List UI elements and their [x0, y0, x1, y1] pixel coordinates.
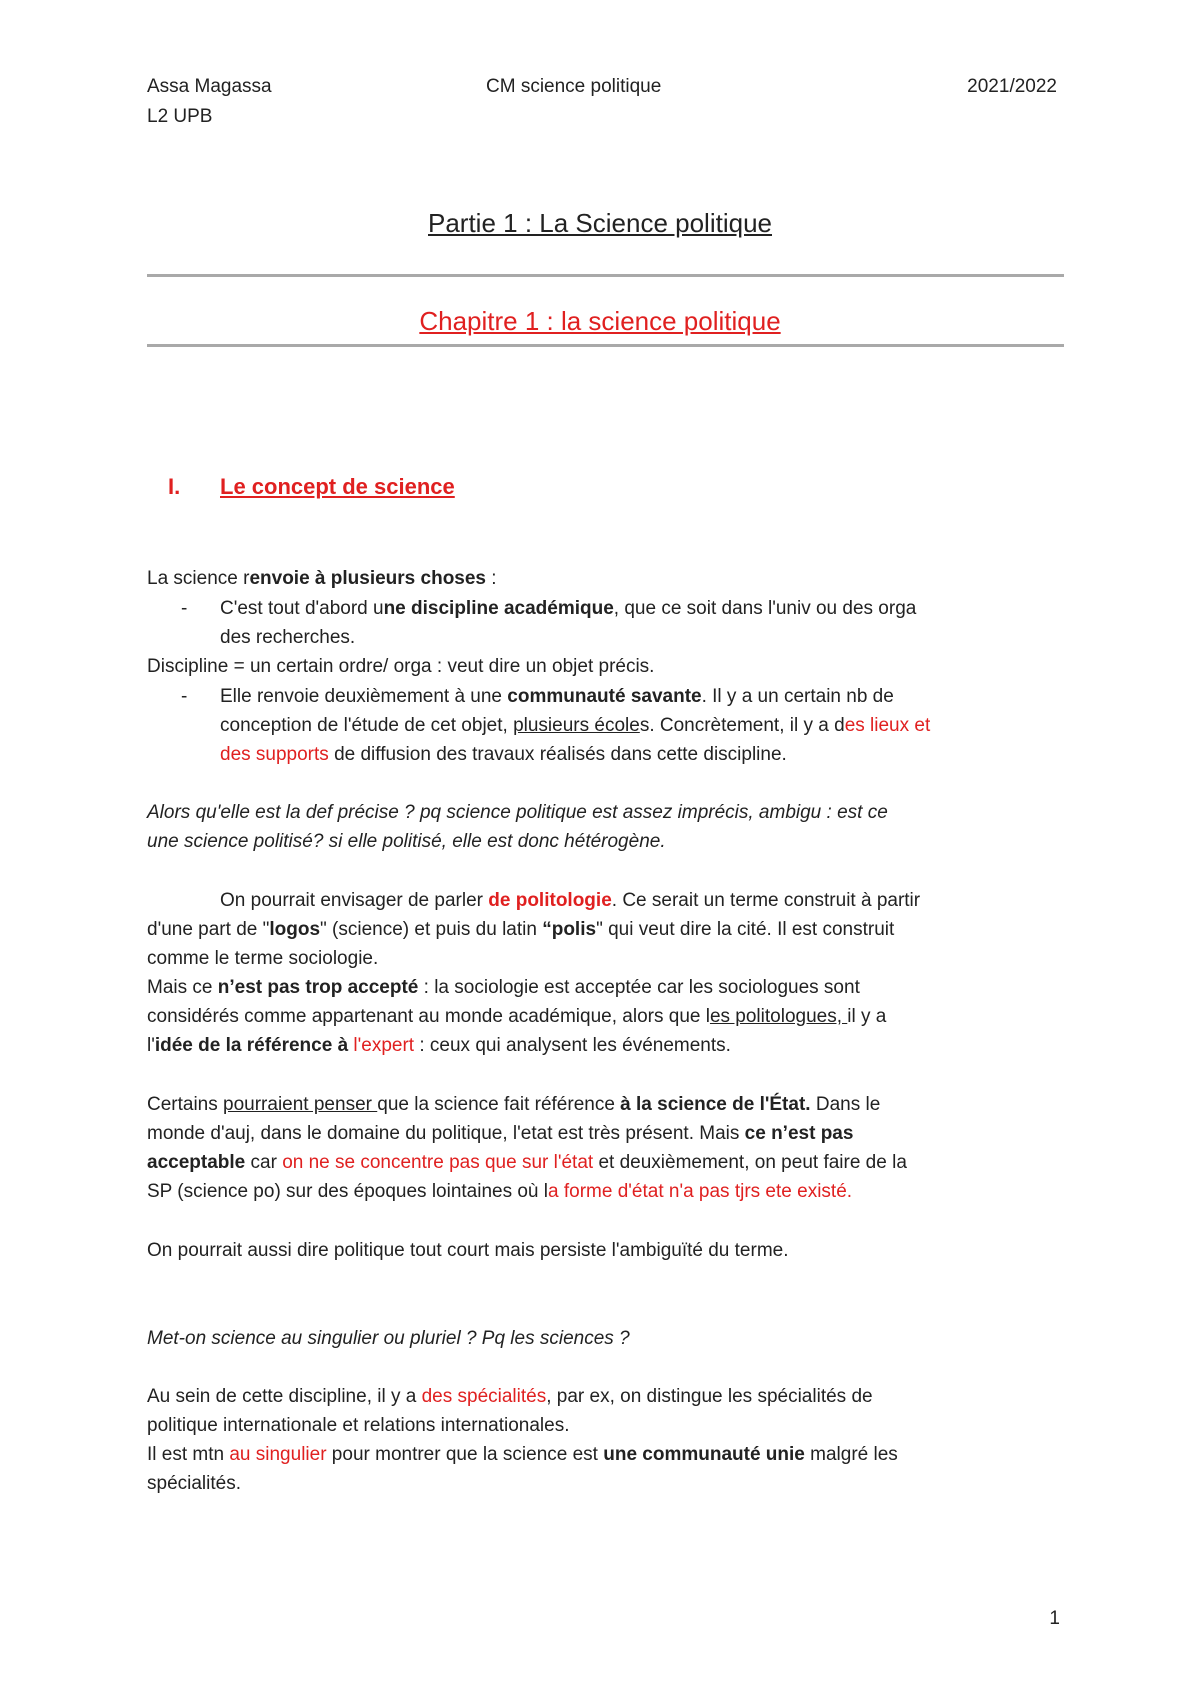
header-level: L2 UPB: [147, 106, 213, 127]
paragraph-line: On pourrait envisager de parler de politologie. Ce serait un terme construit à partir: [220, 890, 921, 911]
paragraph-line: des recherches.: [220, 627, 356, 648]
paragraph-line: d'une part de "logos" (science) et puis du latin “polis" qui veut dire la cité. Il est construit: [147, 919, 895, 940]
paragraph-line: considérés comme appartenant au monde académique, alors que les politologues, il y a: [147, 1006, 887, 1027]
header-course: CM science politique: [486, 76, 662, 97]
section-number: I.: [168, 474, 181, 499]
divider-top: [147, 274, 1064, 277]
paragraph-line: acceptable car on ne se concentre pas que sur l'état et deuxièmement, on peut faire de la: [147, 1152, 907, 1173]
paragraph-line: Au sein de cette discipline, il y a des spécialités, par ex, on distingue les spécialités de: [147, 1386, 873, 1407]
paragraph-line: conception de l'étude de cet objet, plusieurs écoles. Concrètement, il y a des lieux et: [220, 715, 931, 736]
paragraph-line: comme le terme sociologie.: [147, 948, 379, 969]
paragraph-line: Mais ce n’est pas trop accepté : la sociologie est acceptée car les sociologues sont: [147, 977, 860, 998]
paragraph-line: On pourrait aussi dire politique tout court mais persiste l'ambiguïté du terme.: [147, 1240, 789, 1261]
paragraph-line: Discipline = un certain ordre/ orga : veut dire un objet précis.: [147, 656, 655, 677]
bullet-dash: -: [181, 686, 188, 707]
part-title: Partie 1 : La Science politique: [428, 208, 772, 238]
paragraph-line: une science politisé? si elle politisé, elle est donc hétérogène.: [147, 831, 666, 852]
header-year: 2021/2022: [967, 76, 1057, 97]
paragraph-line: des supports de diffusion des travaux réalisés dans cette discipline.: [220, 744, 787, 765]
chapter-title: Chapitre 1 : la science politique: [419, 306, 781, 336]
header-author: Assa Magassa: [147, 76, 272, 97]
paragraph-line: Met-on science au singulier ou pluriel ? Pq les sciences ?: [147, 1328, 630, 1349]
paragraph-line: spécialités.: [147, 1473, 241, 1494]
paragraph-line: Elle renvoie deuxièmement à une communauté savante. Il y a un certain nb de: [220, 686, 894, 707]
paragraph-line: La science renvoie à plusieurs choses :: [147, 568, 497, 589]
paragraph-line: monde d'auj, dans le domaine du politique, l'etat est très présent. Mais ce n’est pas: [147, 1123, 854, 1144]
divider-bottom: [147, 344, 1064, 347]
paragraph-line: Certains pourraient penser que la science fait référence à la science de l'État. Dans le: [147, 1094, 881, 1115]
paragraph-line: SP (science po) sur des époques lointaines où la forme d'état n'a pas tjrs ete existé.: [147, 1181, 853, 1202]
paragraph-line: Alors qu'elle est la def précise ? pq science politique est assez imprécis, ambigu : est ce: [147, 802, 888, 823]
paragraph-line: C'est tout d'abord une discipline académique, que ce soit dans l'univ ou des orga: [220, 598, 917, 619]
paragraph-line: Il est mtn au singulier pour montrer que la science est une communauté unie malgré les: [147, 1444, 898, 1465]
paragraph-line: politique internationale et relations internationales.: [147, 1415, 570, 1436]
bullet-dash: -: [181, 598, 188, 619]
paragraph-line: l'idée de la référence à l'expert : ceux qui analysent les événements.: [147, 1035, 731, 1056]
page-number: 1: [1049, 1608, 1060, 1629]
section-title: Le concept de science: [220, 474, 455, 499]
